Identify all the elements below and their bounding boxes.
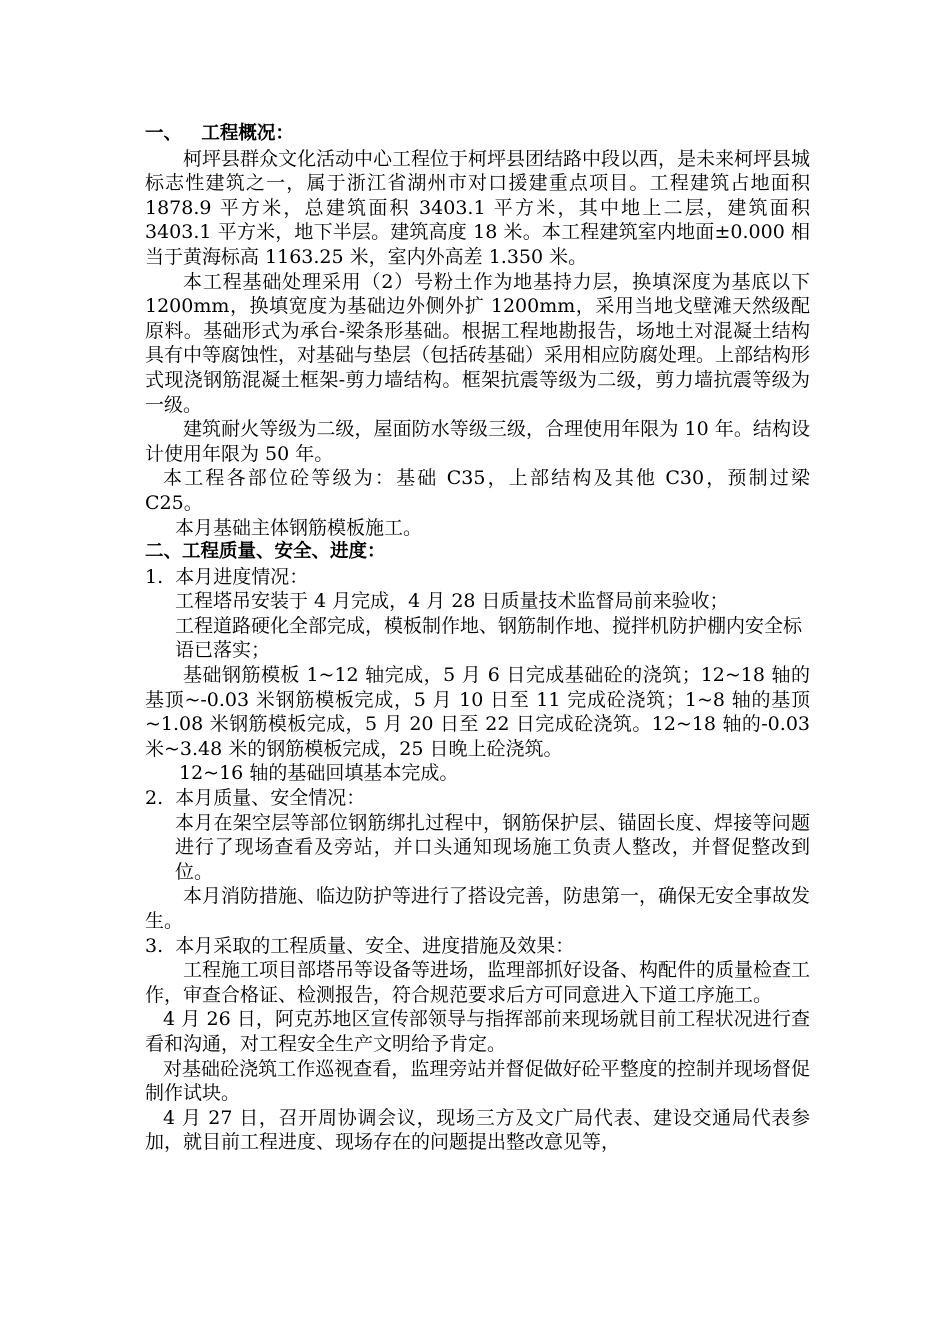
progress-line: 12~16 轴的基础回填基本完成。: [179, 762, 459, 785]
section-heading-overview: 一、 工程概况：: [145, 123, 294, 144]
measures-line: 对基础砼浇筑工作巡视查看，监理旁站并督促做好砼平整度的控制并现场督促制作试块。: [145, 1057, 810, 1105]
monthly-work-paragraph: 本月基础主体钢筋模板施工。: [175, 516, 423, 539]
progress-item-title: 1. 本月进度情况：: [145, 565, 309, 588]
concrete-grade-paragraph: 本工程各部位砼等级为：基础 C35，上部结构及其他 C30，预制过梁 C25。: [145, 467, 810, 514]
progress-line: 基础钢筋模板 1~12 轴完成，5 月 6 日完成基础砼的浇筑；12~18 轴的基顶~-0.03 米钢筋模板完成，5 月 10 日至 11 完成砼浇筑；1~8 轴的基顶~1.08 米钢筋模板完成，5 月 20 日至 22 日完成砼浇筑。12~18 轴的-0.03 米~3.48 米的钢筋模板完成，25 日晚上砼浇筑。: [145, 664, 810, 760]
section-heading-quality: 二、工程质量、安全、进度：: [145, 541, 386, 563]
measures-item-title: 3. 本月采取的工程质量、安全、进度措施及效果：: [145, 934, 575, 957]
overview-paragraph: 柯坪县群众文化活动中心工程位于柯坪县团结路中段以西，是未来柯坪县城标志性建筑之一，属于浙江省湖州市对口援建重点项目。工程建筑占地面积 1878.9 平方米，总建筑面积 3403.1 平方米，其中地上二层，建筑面积 3403.1 平方米，地下半层。建筑高度 18 米。本工程建筑室内地面±0.000 相当于黄海标高 1163.25 米，室内外高差 1.350 米。: [145, 147, 811, 268]
progress-line: 工程道路硬化全部完成，模板制作地、钢筋制作地、搅拌机防护棚内安全标语已落实；: [175, 614, 803, 662]
quality-item-title: 2. 本月质量、安全情况：: [145, 787, 366, 810]
quality-line: 本月消防措施、临边防护等进行了搭设完善，防患第一，确保无安全事故发生。: [145, 885, 811, 932]
foundation-paragraph: 本工程基础处理采用（2）号粉土作为地基持力层，换填深度为基底以下 1200mm，换填宽度为基础边外侧外扩 1200mm，采用当地戈壁滩天然级配原料。基础形式为承台-梁条形基础。根据工程地勘报告，场地土对混凝土结构具有中等腐蚀性，对基础与垫层（包括砖基础）采用相应防腐处理。上部结构形式现浇钢筋混凝土框架-剪力墙结构。框架抗震等级为二级，剪力墙抗震等级为一级。: [145, 270, 811, 416]
measures-line: 4 月 27 日，召开周协调会议，现场三方及文广局代表、建设交通局代表参加，就目前工程进度、现场存在的问题提出整改意见等，: [145, 1106, 810, 1154]
progress-line: 工程塔吊安装于 4 月完成，4 月 28 日质量技术监督局前来验收；: [175, 590, 729, 613]
document-page: [145, 122, 810, 1155]
measures-line: 工程施工项目部塔吊等设备等进场，监理部抓好设备、构配件的质量检查工作，审查合格证、检测报告，符合规范要求后方可同意进入下道工序施工。: [145, 959, 811, 1006]
quality-line: 本月在架空层等部位钢筋绑扎过程中，钢筋保护层、锚固长度、焊接等问题进行了现场查看及旁站，并口头通知现场施工负责人整改，并督促整改到位。: [175, 811, 810, 883]
measures-line: 4 月 26 日，阿克苏地区宣传部领导与指挥部前来现场就目前工程状况进行查看和沟通，对工程安全生产文明给予肯定。: [145, 1008, 810, 1055]
fire-rating-paragraph: 建筑耐火等级为二级，屋面防水等级三级，合理使用年限为 10 年。结构设计使用年限为 50 年。: [145, 418, 810, 465]
